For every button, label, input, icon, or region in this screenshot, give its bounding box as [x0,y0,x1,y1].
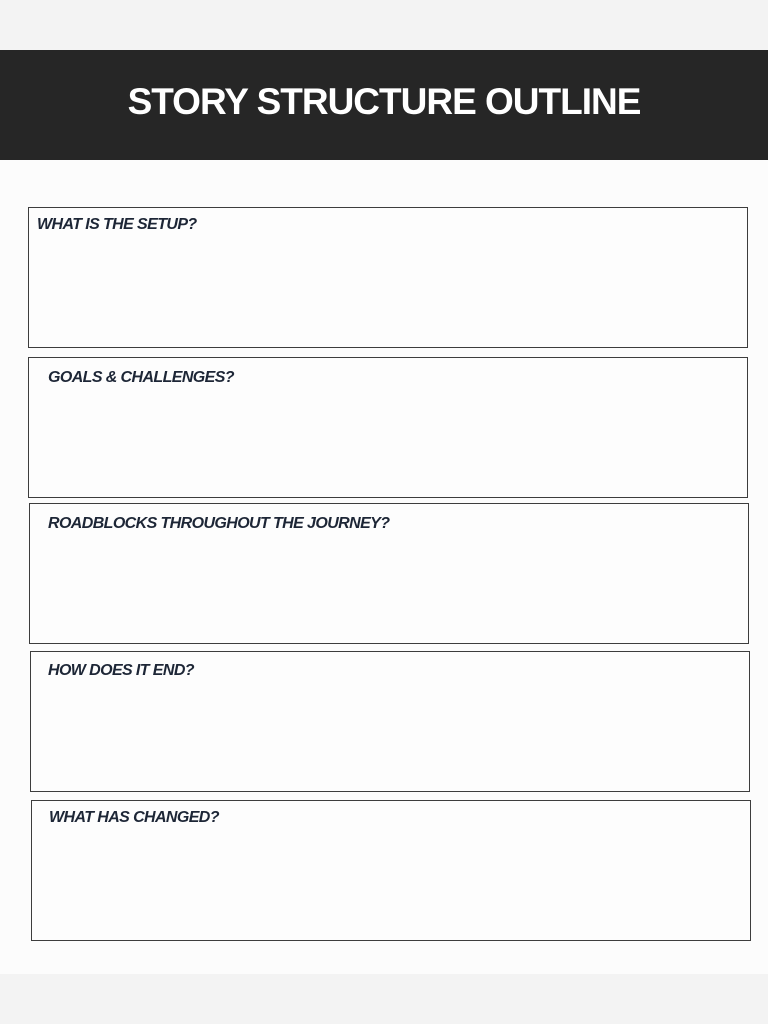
goals-challenges-answer-box[interactable] [28,357,748,498]
page-title: STORY STRUCTURE OUTLINE [127,81,641,122]
roadblocks-prompt-label: ROADBLOCKS THROUGHOUT THE JOURNEY? [48,515,390,532]
changes-prompt-label: WHAT HAS CHANGED? [49,809,219,826]
goals-challenges-prompt-label: GOALS & CHALLENGES? [48,369,234,386]
setup-prompt-label: WHAT IS THE SETUP? [37,216,197,233]
header-banner [0,50,768,160]
changes-answer-box[interactable] [31,800,751,941]
ending-answer-box[interactable] [30,651,750,792]
ending-prompt-label: HOW DOES IT END? [48,662,194,679]
roadblocks-answer-box[interactable] [29,503,749,644]
setup-answer-box[interactable] [28,207,748,348]
